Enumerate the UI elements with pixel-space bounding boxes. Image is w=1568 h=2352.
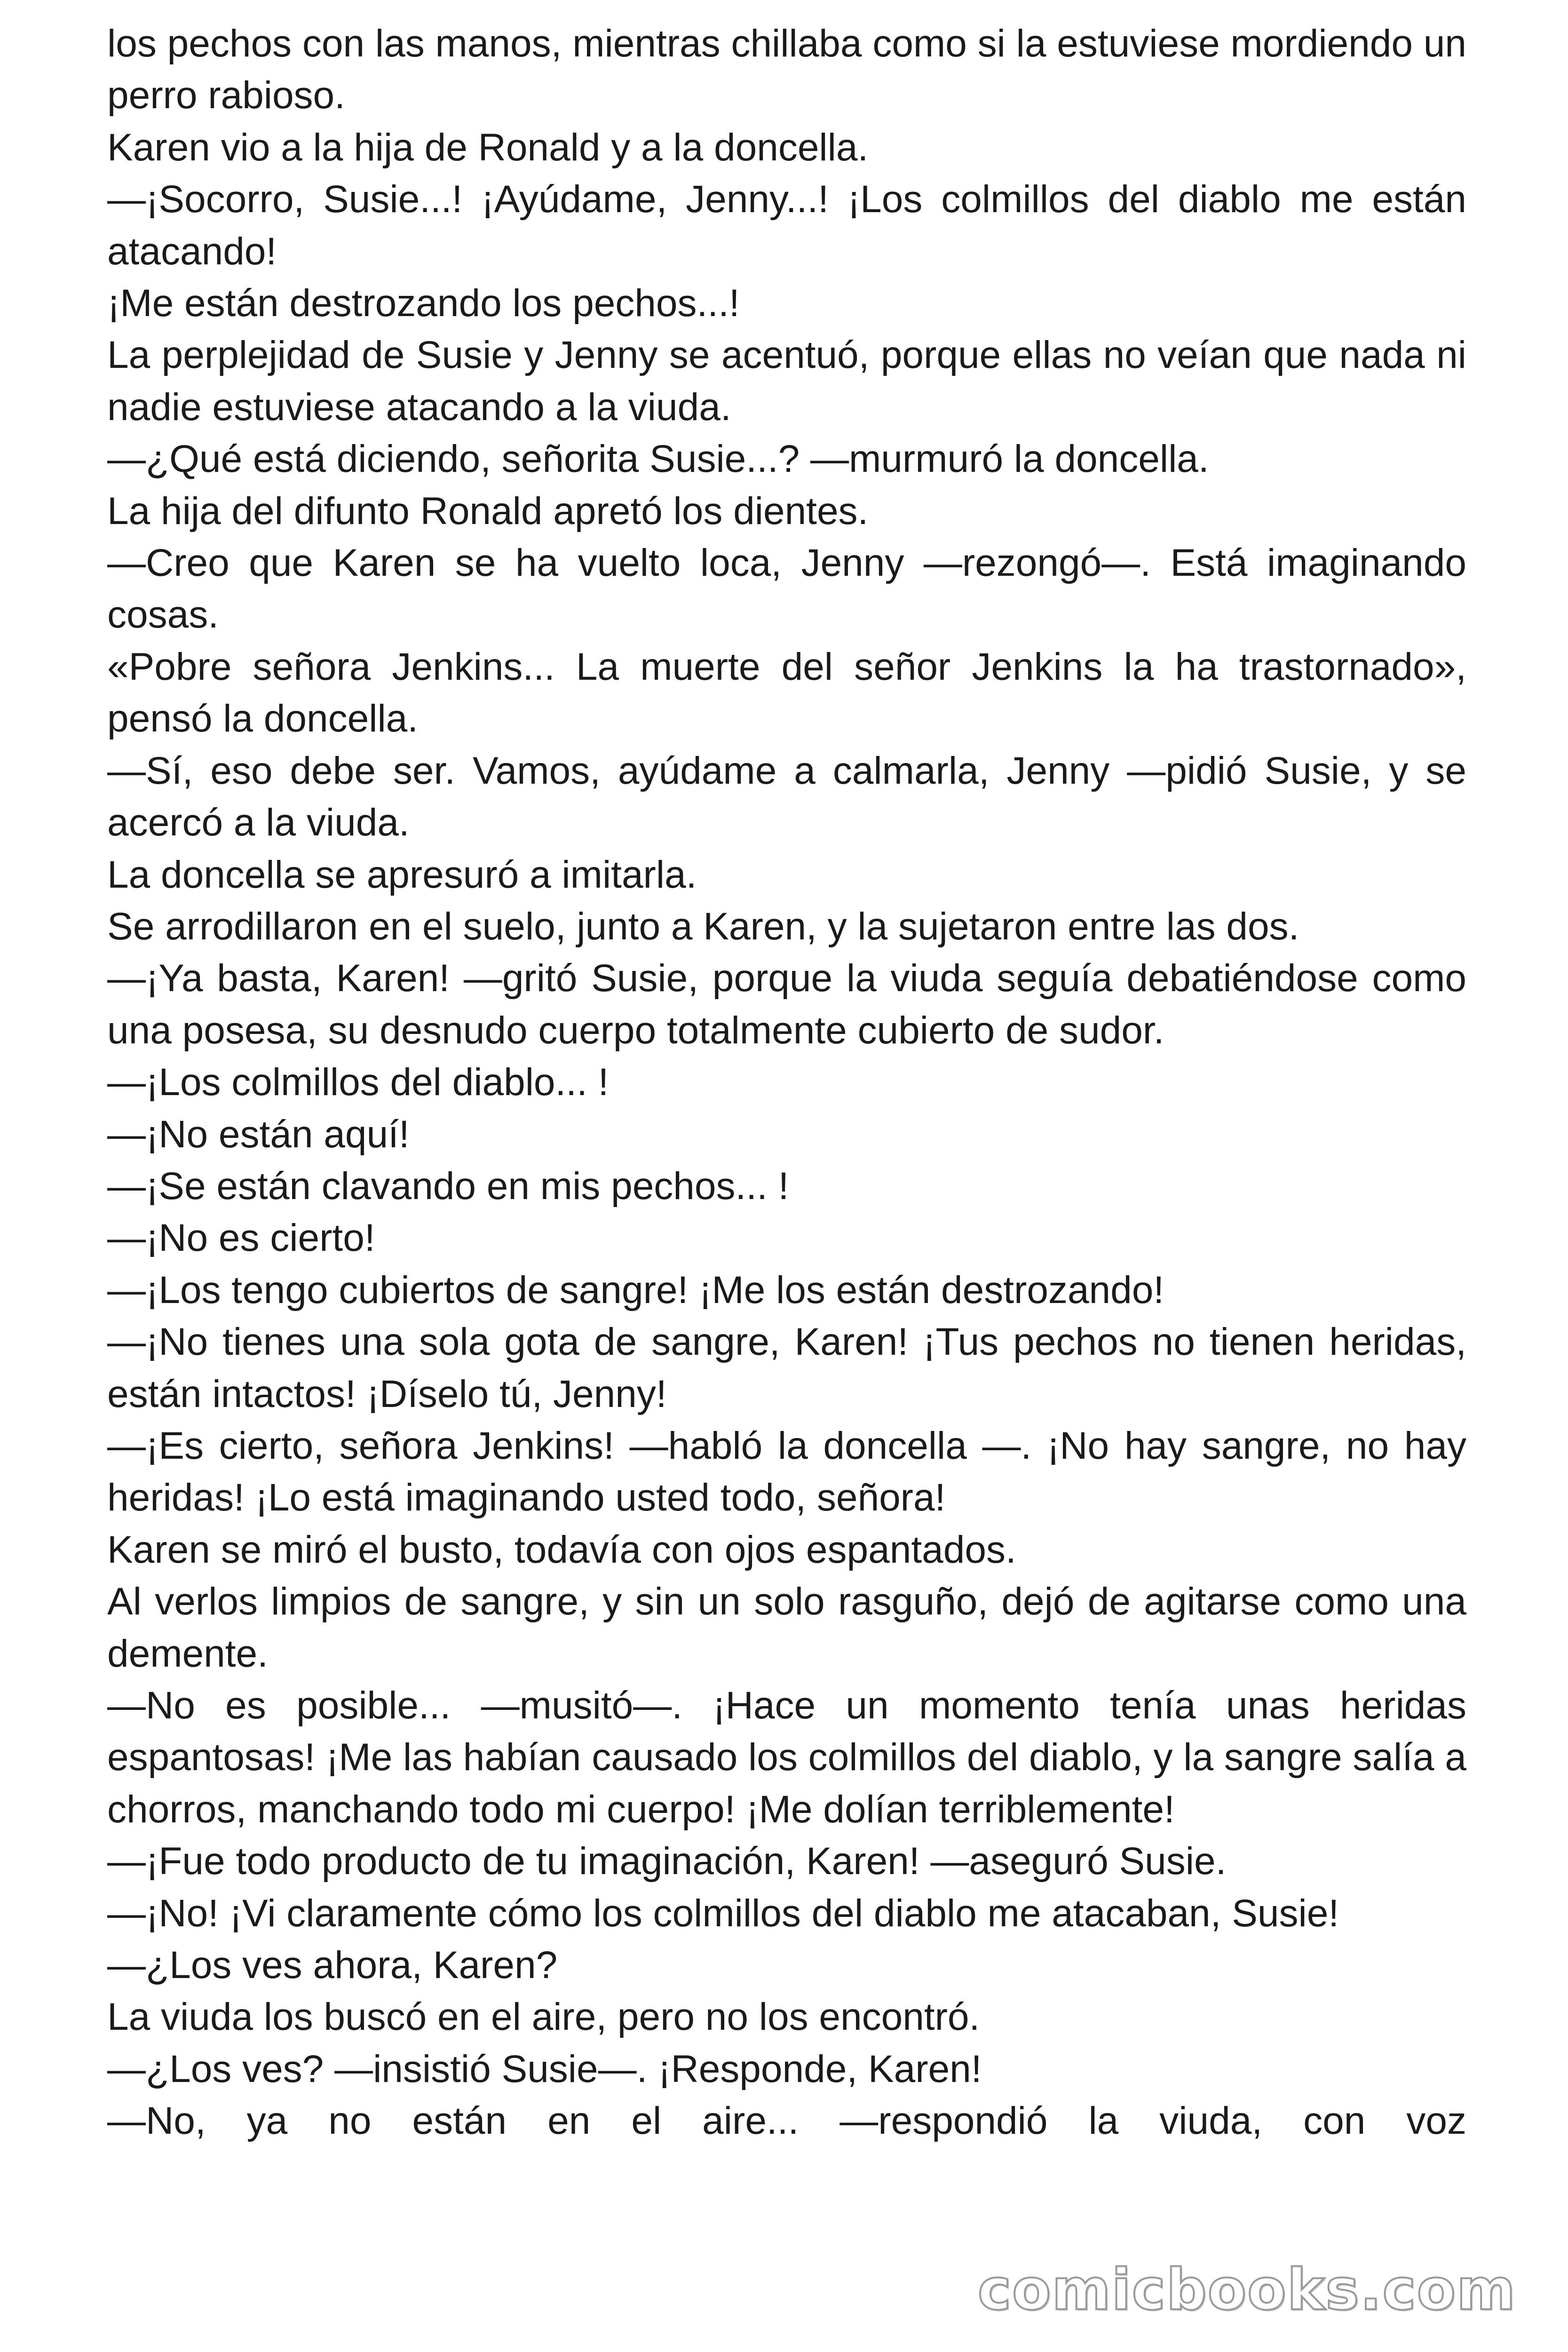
paragraph: —¡Los tengo cubiertos de sangre! ¡Me los están destrozando! bbox=[107, 1268, 1164, 1311]
paragraph: Karen vio a la hija de Ronald y a la doncella. bbox=[107, 126, 869, 169]
paragraph: La perplejidad de Susie y Jenny se acentuó, porque ellas no veían que nada ni nadie estuviese atacando a la viuda. bbox=[107, 334, 1466, 429]
watermark-logo: comicbooks.com bbox=[977, 2257, 1516, 2323]
paragraph: La hija del difunto Ronald apretó los dientes. bbox=[107, 489, 869, 532]
paragraph-continued: —No, ya no están en el aire... —respondió la viuda, con voz bbox=[107, 2099, 1466, 2143]
paragraph: —¡Fue todo producto de tu imaginación, Karen! —aseguró Susie. bbox=[107, 1840, 1227, 1883]
paragraph: La viuda los buscó en el aire, pero no los encontró. bbox=[107, 1995, 980, 2039]
paragraph: Se arrodillaron en el suelo, junto a Karen, y la sujetaron entre las dos. bbox=[107, 905, 1299, 948]
paragraph: —¡No! ¡Vi claramente cómo los colmillos del diablo me atacaban, Susie! bbox=[107, 1891, 1339, 1935]
paragraph: los pechos con las manos, mientras chillaba como si la estuviese mordiendo un perro rabioso. bbox=[107, 22, 1466, 117]
paragraph: —¡Los colmillos del diablo... ! bbox=[107, 1061, 609, 1104]
paragraph: —¿Los ves? —insistió Susie—. ¡Responde, Karen! bbox=[107, 2047, 982, 2090]
paragraph: —¡Es cierto, señora Jenkins! —habló la doncella —. ¡No hay sangre, no hay heridas! ¡Lo está imaginando usted todo, señora! bbox=[107, 1424, 1466, 1519]
paragraph: —¡Se están clavando en mis pechos... ! bbox=[107, 1164, 789, 1208]
paragraph: —¿Qué está diciendo, señorita Susie...? —murmuró la doncella. bbox=[107, 437, 1209, 481]
paragraph: Karen se miró el busto, todavía con ojos espantados. bbox=[107, 1528, 1016, 1571]
book-page-text bbox=[107, 18, 1466, 2147]
paragraph: —¡Socorro, Susie...! ¡Ayúdame, Jenny...! ¡Los colmillos del diablo me están atacando! bbox=[107, 178, 1466, 273]
paragraph: Al verlos limpios de sangre, y sin un solo rasguño, dejó de agitarse como una demente. bbox=[107, 1580, 1466, 1675]
paragraph: ¡Me están destrozando los pechos...! bbox=[107, 282, 740, 325]
paragraph: «Pobre señora Jenkins... La muerte del señor Jenkins la ha trastornado», pensó la doncella. bbox=[107, 645, 1466, 740]
paragraph: —Creo que Karen se ha vuelto loca, Jenny —rezongó—. Está imaginando cosas. bbox=[107, 541, 1466, 636]
paragraph: —No es posible... —musitó—. ¡Hace un momento tenía unas heridas espantosas! ¡Me las habían causado los colmillos del diablo, y la sangre salía a chorros, manchando todo mi cuerpo! ¡Me dolían terriblemente! bbox=[107, 1684, 1466, 1831]
paragraph: —Sí, eso debe ser. Vamos, ayúdame a calmarla, Jenny —pidió Susie, y se acercó a la viuda. bbox=[107, 749, 1466, 844]
paragraph: —¡No es cierto! bbox=[107, 1216, 375, 1260]
paragraph: —¡No tienes una sola gota de sangre, Karen! ¡Tus pechos no tienen heridas, están intactos! ¡Díselo tú, Jenny! bbox=[107, 1320, 1466, 1415]
paragraph: La doncella se apresuró a imitarla. bbox=[107, 853, 697, 896]
paragraph: —¿Los ves ahora, Karen? bbox=[107, 1944, 558, 1987]
paragraph: —¡Ya basta, Karen! —gritó Susie, porque la viuda seguía debatiéndose como una posesa, su desnudo cuerpo totalmente cubierto de sudor. bbox=[107, 957, 1466, 1052]
paragraph: —¡No están aquí! bbox=[107, 1112, 410, 1156]
